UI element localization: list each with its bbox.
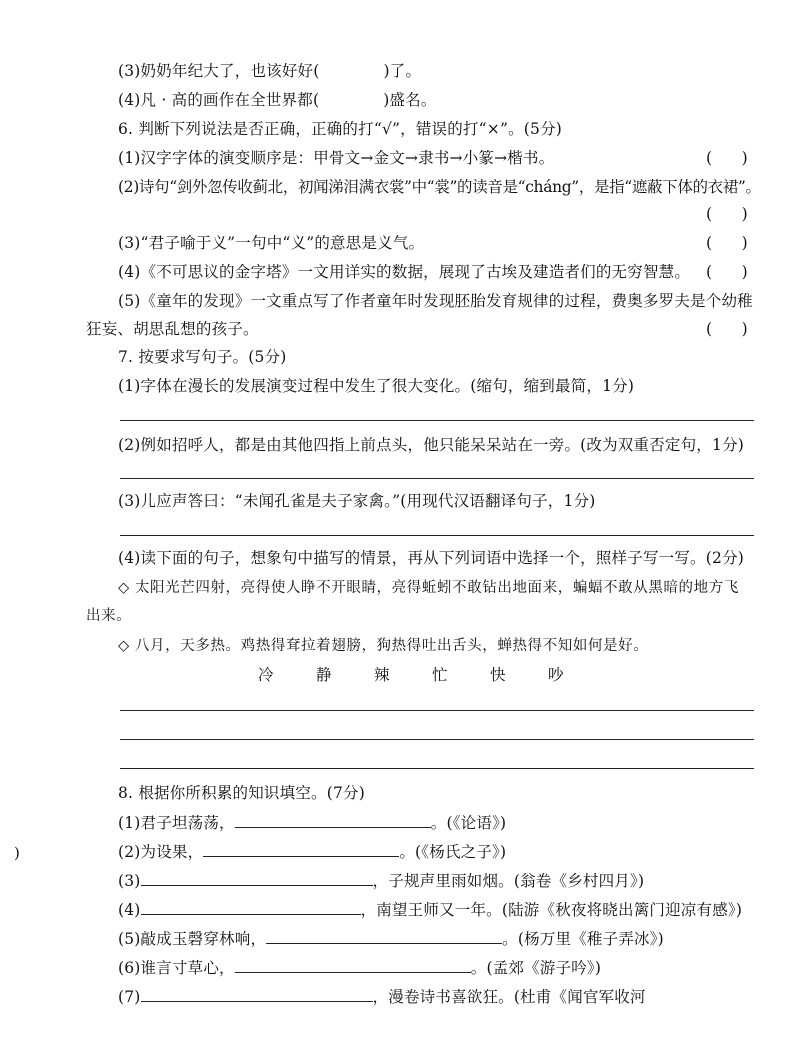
margin-bracket: ) — [14, 844, 20, 862]
word-option: 吵 — [548, 666, 564, 684]
word-option: 辣 — [374, 666, 390, 684]
q8-blank-5[interactable] — [266, 928, 502, 944]
q6-item-5-cont: 狂妄、胡思乱想的孩子。 — [86, 320, 259, 338]
q7-answer-line-2[interactable] — [120, 478, 754, 479]
q7-answer-line-4a[interactable] — [120, 710, 754, 711]
q8-blank-6[interactable] — [235, 957, 471, 973]
q7-answer-line-4b[interactable] — [120, 739, 754, 740]
word-option: 静 — [316, 666, 332, 684]
q8-item-4: (4) ，南望王师又一年。(陆游《秋夜将晓出篱门迎凉有感》) — [118, 901, 743, 919]
q6-answer-box-4[interactable]: ( ) — [706, 263, 748, 281]
q7-item-2: (2)例如招呼人，都是由其他四指上前点头，他只能呆呆站在一旁。(改为双重否定句，1分) — [118, 436, 745, 454]
q8-blank-7[interactable] — [141, 986, 373, 1002]
q8-blank-2[interactable] — [203, 841, 399, 857]
q7-item-4: (4)读下面的句子，想象句中描写的情景，再从下列词语中选择一个，照样子写一写。(2分) — [118, 549, 745, 567]
q7-item-1: (1)字体在漫长的发展演变过程中发生了很大变化。(缩句，缩到最简，1分) — [118, 377, 635, 395]
q5-item-4: (4)凡 · 高的画作在全世界都( )盛名。 — [118, 91, 437, 109]
q6-answer-box-5[interactable]: ( ) — [706, 320, 748, 338]
word-option: 忙 — [432, 666, 448, 684]
q6-item-5: (5)《童年的发现》一文重点写了作者童年时发现胚胎发育规律的过程，费奥多罗夫是个幼稚 — [118, 292, 753, 310]
q6-item-2: (2)诗句“剑外忽传收蓟北，初闻涕泪满衣裳”中“裳”的读音是“cháng”，是指“遮蔽下体的衣裙”。 — [118, 178, 761, 196]
q6-answer-box-1[interactable]: ( ) — [706, 149, 748, 167]
q6-item-3: (3)“君子喻于义”一句中“义”的意思是义气。 — [118, 234, 425, 252]
q6-answer-box-2[interactable]: ( ) — [706, 205, 748, 223]
q6-item-1: (1)汉字字体的演变顺序是：甲骨文→金文→隶书→小篆→楷书。 — [118, 149, 555, 167]
q7-title: 7. 按要求写句子。(5分) — [118, 348, 287, 366]
q8-item-3: (3) ，子规声里雨如烟。(翁卷《乡村四月》) — [118, 872, 645, 890]
q8-blank-4[interactable] — [141, 899, 361, 915]
q8-item-2: (2)为设果， 。(《杨氏之子》) — [118, 843, 507, 861]
q8-title: 8. 根据你所积累的知识填空。(7分) — [118, 784, 365, 802]
q8-blank-3[interactable] — [141, 870, 373, 886]
q6-title: 6. 判断下列说法是否正确，正确的打“√”，错误的打“×”。(5分) — [118, 120, 563, 138]
q7-example-1-cont: 出来。 — [86, 608, 132, 624]
q7-answer-line-3[interactable] — [120, 535, 754, 536]
q5-item-3: (3)奶奶年纪大了，也该好好( )了。 — [118, 62, 422, 80]
q8-item-5: (5)敲成玉磬穿林响， 。(杨万里《稚子弄冰》) — [118, 930, 664, 948]
q8-item-6: (6)谁言寸草心， 。(孟郊《游子吟》) — [118, 959, 602, 977]
word-option: 冷 — [258, 666, 274, 684]
word-option: 快 — [490, 666, 506, 684]
q6-answer-box-3[interactable]: ( ) — [706, 234, 748, 252]
q7-item-3: (3)儿应声答曰：“未闻孔雀是夫子家禽。”(用现代汉语翻译句子，1分) — [118, 492, 596, 510]
q8-item-1: (1)君子坦荡荡， 。(《论语》) — [118, 814, 507, 832]
q7-example-2: ◇ 八月，天多热。鸡热得耷拉着翅膀，狗热得吐出舌头，蝉热得不知如何是好。 — [118, 638, 649, 654]
q7-example-1: ◇ 太阳光芒四射，亮得使人睁不开眼睛，亮得蚯蚓不敢钻出地面来，蝙蝠不敢从黑暗的地方飞 — [118, 580, 739, 596]
q7-answer-line-1[interactable] — [120, 420, 754, 421]
q6-item-4: (4)《不可思议的金字塔》一文用详实的数据，展现了古埃及建造者们的无穷智慧。 — [118, 263, 691, 281]
q7-answer-line-4c[interactable] — [120, 768, 754, 769]
q8-blank-1[interactable] — [235, 812, 431, 828]
q8-item-7: (7) ，漫卷诗书喜欲狂。(杜甫《闻官军收河 — [118, 988, 646, 1006]
